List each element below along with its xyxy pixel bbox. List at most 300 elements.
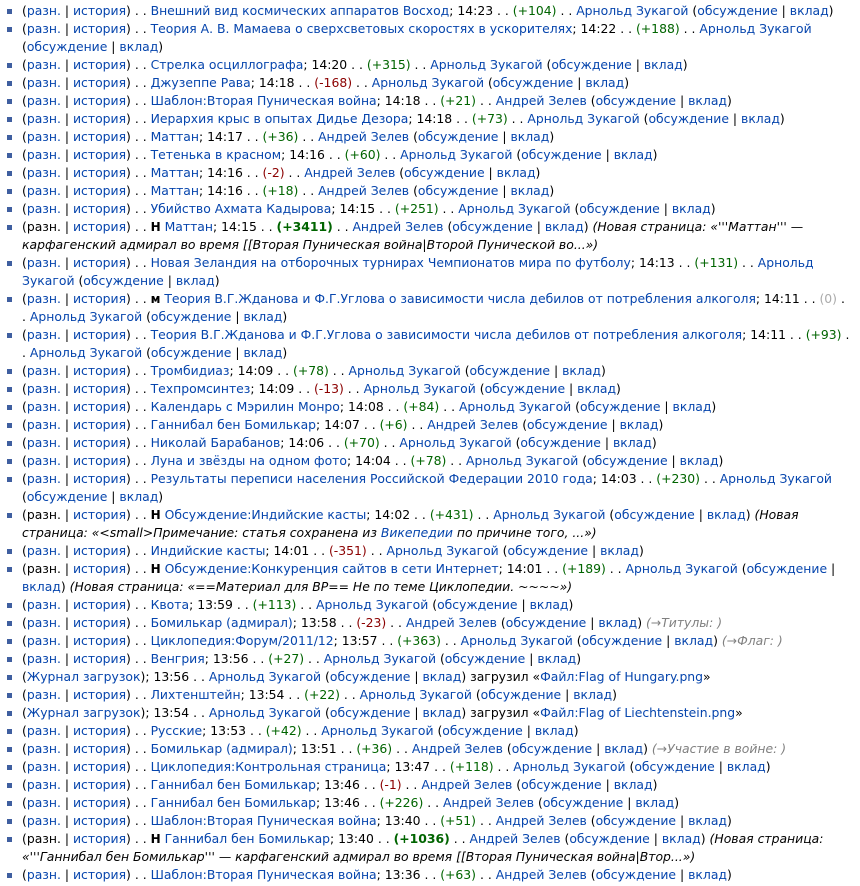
user-link[interactable]: Арнольд Зукагой xyxy=(208,705,322,720)
user-link[interactable]: Арнольд Зукагой xyxy=(348,363,461,378)
user-link[interactable]: Андрей Зелев xyxy=(304,165,396,180)
user-talk-link[interactable]: обсуждение xyxy=(697,3,778,18)
user-link[interactable]: Арнольд Зукагой xyxy=(699,21,812,36)
history-link[interactable]: история xyxy=(73,507,127,522)
user-talk-link[interactable]: обсуждение xyxy=(150,309,232,324)
user-contribs-link[interactable]: вклад xyxy=(243,345,283,360)
change-entry: (разн. | история) . . Теория В.Г.Жданова и Ф.Г.Углова о зависимости числа дебилов от потребления алкоголя; 14:11 . . (+93) . . Арнольд Зукагой (обсуждение | вклад) xyxy=(0,326,860,362)
user-link[interactable]: Арнольд Зукагой xyxy=(399,435,512,450)
page-title-link[interactable]: Шаблон:Вторая Пуническая война xyxy=(150,867,377,882)
user-talk-link[interactable]: обсуждение xyxy=(492,75,574,90)
user-link[interactable]: Андрей Зелев xyxy=(495,867,587,882)
user-link[interactable]: Арнольд Зукагой xyxy=(576,3,689,18)
diff-link[interactable]: разн. xyxy=(26,147,61,162)
page-title-link[interactable]: Циклопедия:Форум/2011/12 xyxy=(150,633,334,648)
history-link[interactable]: история xyxy=(73,651,127,666)
page-title-link[interactable]: Иерархия крыс в опытах Дидье Дезора xyxy=(150,111,409,126)
page-title-link[interactable]: Николай Барабанов xyxy=(150,435,281,450)
diff-link[interactable]: разн. xyxy=(26,777,61,792)
page-title-link[interactable]: Внешний вид космических аппаратов Восход xyxy=(150,3,450,18)
user-talk-link[interactable]: обсуждение xyxy=(83,273,164,288)
diff-link[interactable]: разн. xyxy=(26,795,61,810)
diff-link[interactable]: разн. xyxy=(26,255,61,270)
history-link[interactable]: история xyxy=(73,471,127,486)
user-talk-link[interactable]: обсуждение xyxy=(527,417,608,432)
edit-summary: (Новая страница: «'''Маттан''' — карфагенский адмирал во время [[Вторая Пуническая война|Второй Пунической во...») xyxy=(22,219,804,252)
user-link[interactable]: Арнольд Зукагой xyxy=(466,453,579,468)
diff-link[interactable]: разн. xyxy=(26,327,61,342)
user-link[interactable]: Арнольд Зукагой xyxy=(493,507,606,522)
diff-link[interactable]: разн. xyxy=(26,417,61,432)
user-contribs-link[interactable]: вклад xyxy=(688,93,727,108)
user-link[interactable]: Андрей Зелев xyxy=(495,813,587,828)
user-talk-link[interactable]: обсуждение xyxy=(442,723,523,738)
timestamp: 14:16 xyxy=(207,165,243,180)
page-title-link[interactable]: Теория В.Г.Жданова и Ф.Г.Углова о зависимости числа дебилов от потребления алкоголя xyxy=(150,327,743,342)
size-change: (+36) xyxy=(262,129,299,144)
bullet-icon xyxy=(7,603,12,608)
user-contribs-link[interactable]: вклад xyxy=(510,183,550,198)
size-change: (+431) xyxy=(429,507,474,522)
timestamp: 13:36 xyxy=(384,867,421,882)
diff-link[interactable]: разн. xyxy=(26,543,61,558)
user-contribs-link[interactable]: вклад xyxy=(529,597,569,612)
page-title-link[interactable]: Тромбидиаз xyxy=(150,363,230,378)
user-link[interactable]: Арнольд Зукагой xyxy=(359,687,472,702)
user-contribs-link[interactable]: вклад xyxy=(688,867,727,882)
bullet-icon xyxy=(7,369,12,374)
user-link[interactable]: Арнольд Зукагой xyxy=(458,201,571,216)
bullet-icon xyxy=(7,27,12,32)
timestamp: 14:11 xyxy=(764,291,800,306)
user-talk-link[interactable]: обсуждение xyxy=(634,759,715,774)
file-link[interactable]: Файл:Flag of Liechtenstein.png xyxy=(540,705,736,720)
page-title-link[interactable]: Индийские касты xyxy=(150,543,266,558)
change-entry: (разн. | история) . . Внешний вид космических аппаратов Восход; 14:23 . . (+104) . . Арнольд Зукагой (обсуждение | вклад) xyxy=(0,2,860,20)
summary-link[interactable]: Викепедии xyxy=(380,525,453,540)
upload-log-link[interactable]: Журнал загрузок xyxy=(26,705,141,720)
user-contribs-link[interactable]: вклад xyxy=(726,759,766,774)
user-talk-link[interactable]: обсуждение xyxy=(614,507,695,522)
change-entry: (разн. | история) . . Квота; 13:59 . . (+113) . . Арнольд Зукагой (обсуждение | вклад) xyxy=(0,596,860,614)
timestamp: 14:01 xyxy=(506,561,543,576)
user-talk-link[interactable]: обсуждение xyxy=(417,129,499,144)
user-talk-link[interactable]: обсуждение xyxy=(484,381,566,396)
diff-link[interactable]: разн. xyxy=(26,183,61,198)
user-contribs-link[interactable]: вклад xyxy=(562,363,601,378)
user-contribs-link[interactable]: вклад xyxy=(741,111,780,126)
history-link[interactable]: история xyxy=(73,813,127,828)
diff-link[interactable]: разн. xyxy=(26,21,61,36)
user-talk-link[interactable]: обсуждение xyxy=(511,741,593,756)
user-talk-link[interactable]: обсуждение xyxy=(595,93,677,108)
page-title-link[interactable]: Ганнибал бен Бомилькар xyxy=(150,777,317,792)
bullet-icon xyxy=(7,639,12,644)
page-title-link[interactable]: Бомилькар (адмирал) xyxy=(150,615,293,630)
user-link[interactable]: Арнольд Зукагой xyxy=(22,255,814,288)
page-title-link[interactable]: Маттан xyxy=(150,129,199,144)
history-link[interactable]: история xyxy=(73,867,127,882)
user-link[interactable]: Андрей Зелев xyxy=(352,219,444,234)
size-change: (+1036) xyxy=(393,831,450,846)
user-link[interactable]: Арнольд Зукагой xyxy=(458,399,572,414)
change-entry: (разн. | история) . . Маттан; 14:16 . . (-2) . . Андрей Зелев (обсуждение | вклад) xyxy=(0,164,860,182)
user-link[interactable]: Андрей Зелев xyxy=(469,831,561,846)
diff-link[interactable]: разн. xyxy=(26,435,61,450)
page-title-link[interactable]: Джузеппе Рава xyxy=(150,75,251,90)
user-link[interactable]: Арнольд Зукагой xyxy=(371,75,484,90)
bullet-icon xyxy=(7,567,12,572)
page-title-link[interactable]: Луна и звёзды на одном фото xyxy=(150,453,347,468)
user-link[interactable]: Арнольд Зукагой xyxy=(719,471,832,486)
user-link[interactable]: Арнольд Зукагой xyxy=(513,759,626,774)
page-title-link[interactable]: Техпромсинтез xyxy=(150,381,251,396)
timestamp: 14:15 xyxy=(339,201,376,216)
size-change: (-2) xyxy=(262,165,285,180)
history-link[interactable]: история xyxy=(73,183,127,198)
history-link[interactable]: история xyxy=(73,759,127,774)
page-title-link[interactable]: Шаблон:Вторая Пуническая война xyxy=(150,93,377,108)
user-contribs-link[interactable]: вклад xyxy=(600,543,639,558)
user-link[interactable]: Андрей Зелев xyxy=(427,417,519,432)
diff-link[interactable]: разн. xyxy=(26,759,61,774)
user-talk-link[interactable]: обсуждение xyxy=(746,561,828,576)
page-title-link[interactable]: Бомилькар (адмирал) xyxy=(150,741,293,756)
bullet-icon xyxy=(7,63,12,68)
bullet-icon xyxy=(7,207,12,212)
edit-summary: (Новая страница: «'''Ганнибал бен Бомилькар''' — карфагенский адмирал во время [[Вторая Пуническая война|Втор...») xyxy=(22,831,824,864)
change-entry: (разн. | история) . . Техпромсинтез; 14:09 . . (-13) . . Арнольд Зукагой (обсуждение | вклад) xyxy=(0,380,860,398)
user-link[interactable]: Арнольд Зукагой xyxy=(527,111,640,126)
user-contribs-link[interactable]: вклад xyxy=(585,75,625,90)
user-talk-link[interactable]: обсуждение xyxy=(521,147,602,162)
user-link[interactable]: Арнольд Зукагой xyxy=(430,57,543,72)
user-talk-link[interactable]: обсуждение xyxy=(587,453,668,468)
diff-link[interactable]: разн. xyxy=(26,633,61,648)
history-link[interactable]: история xyxy=(73,3,127,18)
timestamp: 14:23 xyxy=(457,3,494,18)
change-entry: (разн. | история) . . Убийство Ахмата Кадырова; 14:15 . . (+251) . . Арнольд Зукагой (обсуждение | вклад) xyxy=(0,200,860,218)
user-contribs-link[interactable]: вклад xyxy=(613,147,653,162)
user-link[interactable]: Андрей Зелев xyxy=(421,777,513,792)
diff-link[interactable]: разн. xyxy=(26,363,61,378)
user-talk-link[interactable]: обсуждение xyxy=(417,183,499,198)
timestamp: 14:07 xyxy=(324,417,360,432)
size-change: (+78) xyxy=(410,453,447,468)
user-contribs-link[interactable]: вклад xyxy=(661,831,701,846)
history-link[interactable]: история xyxy=(73,453,127,468)
bullet-icon xyxy=(7,153,12,158)
timestamp: 13:40 xyxy=(384,813,421,828)
history-link[interactable]: история xyxy=(73,543,127,558)
history-link[interactable]: история xyxy=(73,219,127,234)
bullet-icon xyxy=(7,423,12,428)
page-title-link[interactable]: Стрелка осциллографа xyxy=(150,57,304,72)
history-link[interactable]: история xyxy=(73,795,127,810)
diff-link[interactable]: разн. xyxy=(26,813,61,828)
page-title-link[interactable]: Лихтенштейн xyxy=(150,687,241,702)
page-title-link[interactable]: Ганнибал бен Бомилькар xyxy=(150,795,317,810)
user-contribs-link[interactable]: вклад xyxy=(119,39,159,54)
history-link[interactable]: история xyxy=(73,327,127,342)
user-link[interactable]: Арнольд Зукагой xyxy=(208,669,322,684)
diff-link[interactable]: разн. xyxy=(26,723,61,738)
user-contribs-link[interactable]: вклад xyxy=(544,219,584,234)
user-talk-link[interactable]: обсуждение xyxy=(521,777,602,792)
size-change: (+363) xyxy=(397,633,441,648)
diff-link[interactable]: разн. xyxy=(26,597,61,612)
user-talk-link[interactable]: обсуждение xyxy=(480,687,562,702)
diff-link[interactable]: разн. xyxy=(26,3,61,18)
timestamp: 14:06 xyxy=(288,435,325,450)
history-link[interactable]: история xyxy=(73,399,127,414)
user-contribs-link[interactable]: вклад xyxy=(598,615,638,630)
diff-link[interactable]: разн. xyxy=(26,687,61,702)
user-contribs-link[interactable]: вклад xyxy=(496,165,536,180)
bullet-icon xyxy=(7,405,12,410)
history-link[interactable]: история xyxy=(73,165,127,180)
user-contribs-link[interactable]: вклад xyxy=(573,687,613,702)
user-link[interactable]: Андрей Зелев xyxy=(442,795,535,810)
user-link[interactable]: Арнольд Зукагой xyxy=(625,561,738,576)
user-link[interactable]: Арнольд Зукагой xyxy=(321,723,434,738)
user-contribs-link[interactable]: вклад xyxy=(643,57,683,72)
size-change: (-351) xyxy=(328,543,367,558)
user-link[interactable]: Арнольд Зукагой xyxy=(363,381,476,396)
size-change: (-168) xyxy=(314,75,353,90)
diff-link[interactable]: разн. xyxy=(26,165,61,180)
user-contribs-link[interactable]: вклад xyxy=(534,723,574,738)
change-entry: (разн. | история) . . м Теория В.Г.Жданова и Ф.Г.Углова о зависимости числа дебилов от потребления алкоголя; 14:11 . . (0) . . Арнольд Зукагой (обсуждение | вклад) xyxy=(0,290,860,326)
user-talk-link[interactable]: обсуждение xyxy=(505,615,587,630)
page-title-link[interactable]: Шаблон:Вторая Пуническая война xyxy=(150,813,377,828)
diff-link[interactable]: разн. xyxy=(26,129,61,144)
history-link[interactable]: история xyxy=(73,255,127,270)
user-talk-link[interactable]: обсуждение xyxy=(26,39,108,54)
page-title-link[interactable]: Ганнибал бен Бомилькар xyxy=(150,417,317,432)
user-contribs-link[interactable]: вклад xyxy=(672,399,712,414)
page-title-link[interactable]: Новая Зеландия на отборочных турнирах Чемпионатов мира по футболу xyxy=(150,255,631,270)
page-title-link[interactable]: Венгрия xyxy=(150,651,205,666)
history-link[interactable]: история xyxy=(73,561,127,576)
bullet-icon xyxy=(7,783,12,788)
user-talk-link[interactable]: обсуждение xyxy=(595,813,677,828)
page-title-link[interactable]: Ганнибал бен Бомилькар xyxy=(164,831,331,846)
user-contribs-link[interactable]: вклад xyxy=(688,813,727,828)
user-contribs-link[interactable]: вклад xyxy=(789,3,829,18)
user-link[interactable]: Арнольд Зукагой xyxy=(400,147,513,162)
user-contribs-link[interactable]: вклад xyxy=(619,417,659,432)
user-link[interactable]: Арнольд Зукагой xyxy=(323,651,437,666)
user-talk-link[interactable]: обсуждение xyxy=(581,633,663,648)
user-contribs-link[interactable]: вклад xyxy=(671,201,711,216)
user-talk-link[interactable]: обсуждение xyxy=(542,795,624,810)
user-link[interactable]: Андрей Зелев xyxy=(495,93,587,108)
diff-link[interactable]: разн. xyxy=(26,453,61,468)
page-title-link[interactable]: Календарь с Мэрилин Монро xyxy=(150,399,340,414)
user-link[interactable]: Андрей Зелев xyxy=(405,615,497,630)
user-link[interactable]: Андрей Зелев xyxy=(318,183,410,198)
user-link[interactable]: Андрей Зелев xyxy=(318,129,410,144)
diff-link[interactable]: разн. xyxy=(26,471,61,486)
timestamp: 13:46 xyxy=(324,777,360,792)
user-talk-link[interactable]: обсуждение xyxy=(469,363,551,378)
user-contribs-link[interactable]: вклад xyxy=(679,453,719,468)
change-entry: (разн. | история) . . Ганнибал бен Бомилькар; 13:46 . . (+226) . . Андрей Зелев (обсуждение | вклад) xyxy=(0,794,860,812)
user-contribs-link[interactable]: вклад xyxy=(243,309,283,324)
size-change: (+42) xyxy=(265,723,302,738)
bullet-icon xyxy=(7,693,12,698)
user-talk-link[interactable]: обсуждение xyxy=(507,543,588,558)
history-link[interactable]: история xyxy=(73,597,127,612)
bullet-icon xyxy=(7,387,12,392)
size-change: (+6) xyxy=(379,417,408,432)
user-talk-link[interactable]: обсуждение xyxy=(579,399,661,414)
bullet-icon xyxy=(7,837,12,842)
user-talk-link[interactable]: обсуждение xyxy=(329,705,411,720)
timestamp: 14:04 xyxy=(355,453,391,468)
page-title-link[interactable]: Теория А. В. Мамаева о сверхсветовых скоростях в ускорителях xyxy=(150,21,573,36)
diff-link[interactable]: разн. xyxy=(26,381,61,396)
page-title-link[interactable]: Теория В.Г.Жданова и Ф.Г.Углова о зависимости числа дебилов от потребления алкоголя xyxy=(164,291,756,306)
diff-link[interactable]: разн. xyxy=(26,111,61,126)
user-talk-link[interactable]: обсуждение xyxy=(150,345,232,360)
page-title-link[interactable]: Маттан xyxy=(150,165,199,180)
page-title-link[interactable]: Русские xyxy=(150,723,203,738)
page-title-link[interactable]: Тетенька в красном xyxy=(150,147,282,162)
diff-link[interactable]: разн. xyxy=(26,291,61,306)
history-link[interactable]: история xyxy=(73,291,127,306)
user-link[interactable]: Арнольд Зукагой xyxy=(29,309,143,324)
bullet-icon xyxy=(7,9,12,14)
size-change: (0) xyxy=(819,291,838,306)
user-link[interactable]: Арнольд Зукагой xyxy=(316,597,429,612)
bullet-icon xyxy=(7,819,12,824)
diff-link[interactable]: разн. xyxy=(26,399,61,414)
bullet-icon xyxy=(7,675,12,680)
user-link[interactable]: Арнольд Зукагой xyxy=(460,633,573,648)
history-link[interactable]: история xyxy=(73,129,127,144)
user-contribs-link[interactable]: вклад xyxy=(577,381,617,396)
history-link[interactable]: история xyxy=(73,147,127,162)
page-title-link[interactable]: Убийство Ахмата Кадырова xyxy=(150,201,332,216)
page-title-link[interactable]: Квота xyxy=(150,597,190,612)
user-contribs-link[interactable]: вклад xyxy=(674,633,714,648)
history-link[interactable]: история xyxy=(73,417,127,432)
user-link[interactable]: Арнольд Зукагой xyxy=(386,543,499,558)
user-contribs-link[interactable]: вклад xyxy=(613,777,653,792)
size-change: (+93) xyxy=(805,327,842,342)
diff-link[interactable]: разн. xyxy=(26,93,61,108)
history-link[interactable]: история xyxy=(73,777,127,792)
diff-link[interactable]: разн. xyxy=(26,651,61,666)
user-talk-link[interactable]: обсуждение xyxy=(329,669,411,684)
user-talk-link[interactable]: обсуждение xyxy=(569,831,650,846)
user-contribs-link[interactable]: вклад xyxy=(422,669,462,684)
user-link[interactable]: Андрей Зелев xyxy=(411,741,503,756)
user-talk-link[interactable]: обсуждение xyxy=(437,597,518,612)
change-entry: (разн. | история) . . Результаты переписи населения Российской Федерации 2010 года; 14:03 . . (+230) . . Арнольд Зукагой (обсуждение | вклад) xyxy=(0,470,860,506)
upload-log-link[interactable]: Журнал загрузок xyxy=(26,669,141,684)
page-title-link[interactable]: Маттан xyxy=(164,219,213,234)
bullet-icon xyxy=(7,99,12,104)
user-contribs-link[interactable]: вклад xyxy=(635,795,675,810)
user-contribs-link[interactable]: вклад xyxy=(706,507,746,522)
bullet-icon xyxy=(7,549,12,554)
page-title-link[interactable]: Обсуждение:Индийские касты xyxy=(164,507,367,522)
history-link[interactable]: история xyxy=(73,93,127,108)
user-talk-link[interactable]: обсуждение xyxy=(452,219,533,234)
user-contribs-link[interactable]: вклад xyxy=(510,129,550,144)
user-talk-link[interactable]: обсуждение xyxy=(595,867,677,882)
history-link[interactable]: история xyxy=(73,687,127,702)
page-title-link[interactable]: Маттан xyxy=(150,183,199,198)
change-entry: (разн. | история) . . Шаблон:Вторая Пуническая война; 14:18 . . (+21) . . Андрей Зелев (обсуждение | вклад) xyxy=(0,92,860,110)
user-talk-link[interactable]: обсуждение xyxy=(551,57,632,72)
bullet-icon xyxy=(7,171,12,176)
history-link[interactable]: история xyxy=(73,201,127,216)
history-link[interactable]: история xyxy=(73,75,127,90)
history-link[interactable]: история xyxy=(73,723,127,738)
history-link[interactable]: история xyxy=(73,111,127,126)
diff-link[interactable]: разн. xyxy=(26,75,61,90)
history-link[interactable]: история xyxy=(73,831,127,846)
page-title-link[interactable]: Обсуждение:Конкуренция сайтов в сети Интернет xyxy=(164,561,499,576)
size-change: (-13) xyxy=(313,381,344,396)
user-link[interactable]: Арнольд Зукагой xyxy=(29,345,143,360)
user-contribs-link[interactable]: вклад xyxy=(604,741,644,756)
user-talk-link[interactable]: обсуждение xyxy=(520,435,601,450)
history-link[interactable]: история xyxy=(73,633,127,648)
page-title-link[interactable]: Циклопедия:Контрольная страница xyxy=(150,759,387,774)
timestamp: 14:15 xyxy=(221,219,257,234)
bullet-icon xyxy=(7,81,12,86)
bullet-icon xyxy=(7,621,12,626)
user-talk-link[interactable]: обсуждение xyxy=(404,165,485,180)
user-contribs-link[interactable]: вклад xyxy=(422,705,462,720)
user-talk-link[interactable]: обсуждение xyxy=(648,111,729,126)
file-link[interactable]: Файл:Flag of Hungary.png xyxy=(540,669,704,684)
diff-link[interactable]: разн. xyxy=(26,867,61,882)
history-link[interactable]: история xyxy=(73,21,127,36)
diff-link[interactable]: разн. xyxy=(26,201,61,216)
user-contribs-link[interactable]: вклад xyxy=(537,651,577,666)
history-link[interactable]: история xyxy=(73,57,127,72)
user-contribs-link[interactable]: вклад xyxy=(119,489,159,504)
user-talk-link[interactable]: обсуждение xyxy=(26,489,108,504)
timestamp: 14:11 xyxy=(750,327,786,342)
timestamp: 13:58 xyxy=(300,615,337,630)
diff-link[interactable]: разн. xyxy=(26,57,61,72)
timestamp: 14:03 xyxy=(600,471,637,486)
user-talk-link[interactable]: обсуждение xyxy=(579,201,660,216)
history-link[interactable]: история xyxy=(73,435,127,450)
timestamp: 14:17 xyxy=(207,129,243,144)
user-talk-link[interactable]: обсуждение xyxy=(444,651,526,666)
history-link[interactable]: история xyxy=(73,381,127,396)
timestamp: 13:47 xyxy=(394,759,431,774)
user-contribs-link[interactable]: вклад xyxy=(22,579,61,594)
history-link[interactable]: история xyxy=(73,363,127,378)
user-contribs-link[interactable]: вклад xyxy=(175,273,215,288)
history-link[interactable]: история xyxy=(73,741,127,756)
page-title-link[interactable]: Результаты переписи населения Российской Федерации 2010 года xyxy=(150,471,593,486)
diff-link[interactable]: разн. xyxy=(26,615,61,630)
history-link[interactable]: история xyxy=(73,615,127,630)
size-change: (+188) xyxy=(635,21,680,36)
user-contribs-link[interactable]: вклад xyxy=(612,435,652,450)
diff-link[interactable]: разн. xyxy=(26,741,61,756)
